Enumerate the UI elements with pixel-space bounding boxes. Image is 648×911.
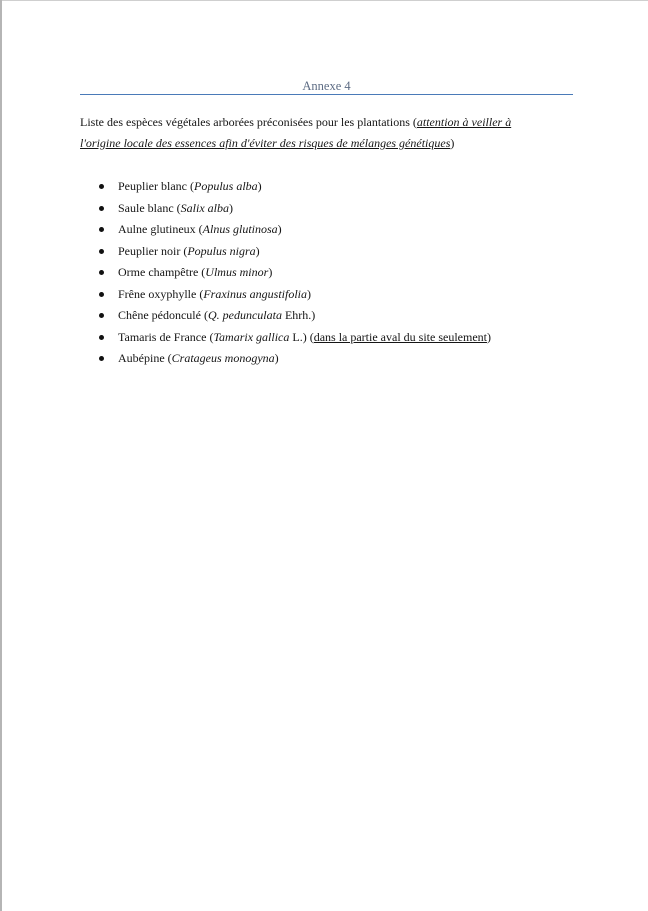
intro-warning-note: attention à veiller à l'origine locale des essences afin d'éviter des risques de mélanges génétiques — [80, 115, 512, 150]
species-common-name: Peuplier blanc ( — [118, 179, 194, 193]
species-common-name: Orme champêtre ( — [118, 265, 206, 279]
annex-heading: Annexe 4 — [80, 78, 573, 95]
intro-close-paren: ) — [450, 136, 455, 150]
list-item — [80, 176, 560, 198]
species-close: ) — [306, 286, 311, 301]
species-common-name: Chêne pédonculé ( — [118, 308, 208, 322]
species-common-name: Saule blanc ( — [118, 200, 181, 215]
species-authority: L. — [289, 329, 303, 344]
species-close: ) — [257, 179, 262, 193]
intro-text: Liste des espèces végétales arborées préconisées pour les plantations ( — [80, 115, 417, 129]
species-latin-name: Populus alba — [193, 179, 258, 193]
bullet-icon — [99, 335, 104, 340]
intro-paragraph — [80, 112, 550, 154]
list-item — [80, 262, 560, 284]
list-item — [80, 327, 560, 349]
species-latin-name: Fraxinus angustifolia — [203, 286, 307, 301]
species-common-name: Peuplier noir ( — [118, 243, 188, 258]
bullet-icon — [99, 206, 104, 211]
bullet-icon — [99, 184, 104, 189]
species-list — [80, 176, 560, 370]
species-note-close: ) — [486, 329, 491, 344]
species-close: ) — [311, 308, 316, 322]
bullet-icon — [99, 227, 104, 232]
bullet-icon — [99, 356, 104, 361]
species-location-note: dans la partie aval du site seulement — [313, 329, 487, 344]
list-item — [80, 348, 560, 370]
species-authority: Ehrh. — [281, 308, 312, 322]
species-latin-name: Populus nigra — [187, 243, 256, 258]
bullet-icon — [99, 313, 104, 318]
list-item — [80, 219, 560, 241]
list-item — [80, 284, 560, 306]
species-common-name: Tamaris de France ( — [118, 329, 214, 344]
species-common-name: Frêne oxyphylle ( — [118, 286, 204, 301]
list-item — [80, 241, 560, 263]
species-close: ) ( — [302, 329, 314, 344]
species-latin-name: Q. pedunculata — [207, 308, 282, 322]
species-close: ) — [274, 351, 279, 365]
species-close: ) — [228, 200, 233, 215]
bullet-icon — [99, 292, 104, 297]
list-item — [80, 198, 560, 220]
species-close: ) — [277, 222, 282, 236]
bullet-icon — [99, 249, 104, 254]
species-close: ) — [255, 243, 260, 258]
species-latin-name: Ulmus minor — [205, 265, 269, 279]
species-latin-name: Tamarix gallica — [213, 329, 290, 344]
species-latin-name: Cratageus monogyna — [171, 351, 275, 365]
species-latin-name: Salix alba — [180, 200, 229, 215]
species-common-name: Aulne glutineux ( — [118, 222, 203, 236]
bullet-icon — [99, 270, 104, 275]
species-latin-name: Alnus glutinosa — [202, 222, 278, 236]
species-close: ) — [268, 265, 273, 279]
list-item — [80, 305, 560, 327]
species-common-name: Aubépine ( — [118, 351, 172, 365]
